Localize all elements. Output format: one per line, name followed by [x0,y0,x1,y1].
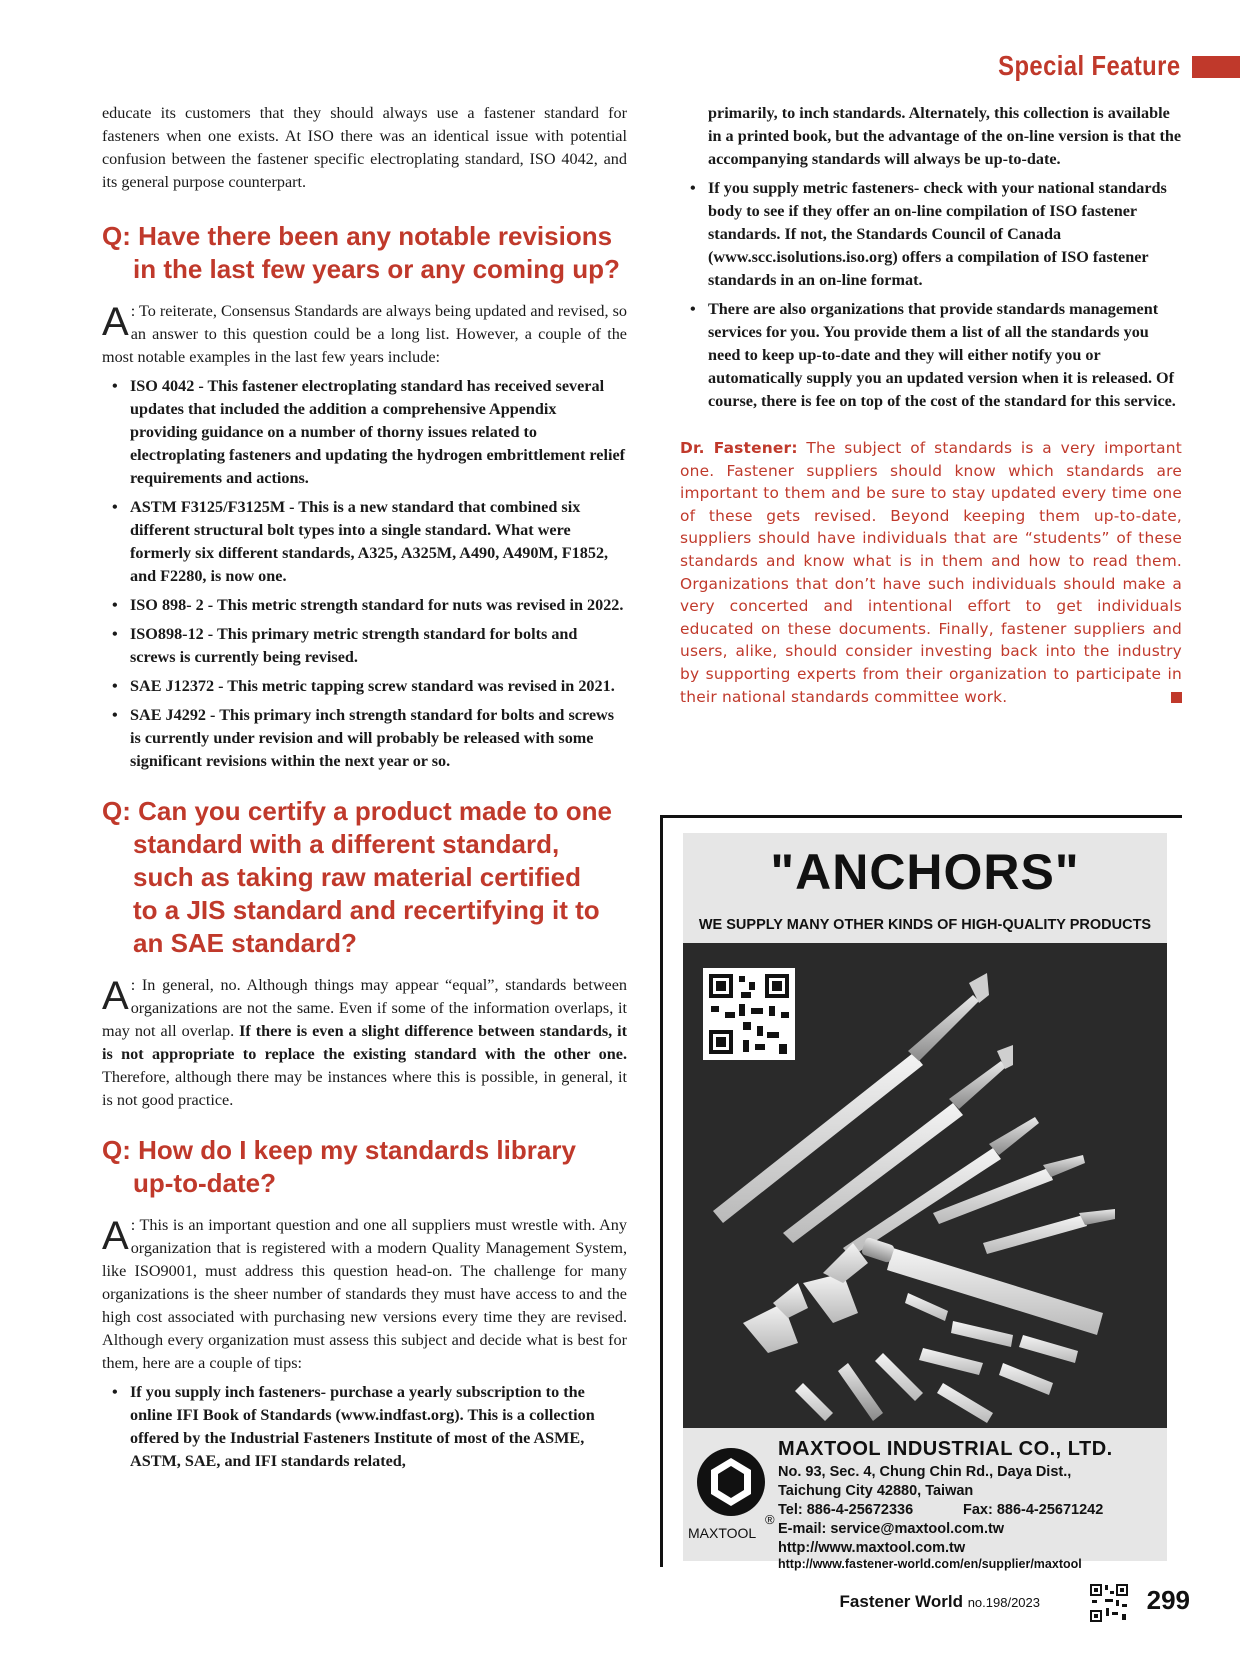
maxtool-logo-icon [695,1446,767,1518]
tips-list-continued [680,177,1182,413]
intro-paragraph: educate its customers that they should always use a fastener standard for fasteners when one exists. At ISO there was an identical issue with potential confusion between the fastener specific electroplating standard, ISO 4042, and its general purpose counterpart. [102,104,627,191]
answer-2-bold: If there is even a slight difference between standards, it is not appropriate to replace the existing standard with the other one. [102,1022,627,1063]
answer-2-text-end: Therefore, although there may be instances where this is possible, in general, it is not good practice. [102,1068,627,1109]
page-footer [790,1582,1190,1622]
question-1 [102,220,627,286]
anchors-photo [683,943,1167,1428]
answer-1-text: : To reiterate, Consensus Standards are always being updated and revised, so an answer to this question could be a long list. However, a couple of the most notable examples in the last few years include: [102,302,627,366]
section-title: Special Feature [997,50,1180,81]
list-item: • There are also organizations that provide standards management services for you. You provide them a list of all the standards you need to keep up-to-date and they will either notify you or automatically supply you an updated version when it is released. Of course, there is fee on top of the cost of the standard for this service. [680,298,1182,413]
magazine-title: Fastener World [839,1592,963,1611]
list-item: • ISO 898- 2 - This metric strength standard for nuts was revised in 2022. [102,594,627,617]
advertisement [660,815,1182,1571]
footer-qr-code-icon [1088,1582,1130,1624]
ad-panel [683,833,1167,1571]
supplier-page-link[interactable]: http://www.fastener-world.com/en/supplier/maxtool [778,1557,1082,1571]
website-link[interactable]: http://www.maxtool.com.tw [778,1540,966,1556]
drop-cap: A [102,974,129,1018]
qr-code-icon [703,968,795,1060]
list-item: • SAE J12372 - This metric tapping screw standard was revised in 2021. [102,675,627,698]
question-1-line: in the last few years or any coming up? [133,254,620,284]
end-mark-icon [1171,692,1182,703]
right-column [680,102,1182,708]
left-column [102,102,627,1479]
question-3-line: up-to-date? [133,1168,276,1198]
anchors-illustration [683,943,1167,1428]
magazine-name [840,1592,1040,1612]
answer-3-text: : This is an important question and one all suppliers must wrestle with. Any organization that is registered with a modern Quality Management System, like ISO9001, must address this question head-on. The challenge for many organizations is the sheer number of standards they must have access to and the high cost associated with purchasing new versions every time they are revised. Although every organization must assess this subject and decide what is best for them, here are a couple of tips: [102,1216,627,1372]
list-item: • If you supply inch fasteners- purchase a yearly subscription to the online IFI Book of Standards (www.indfast.org). This is a collection offered by the Industrial Fasteners Institute of most of the ASME, ASTM, SAE, and IFI standards related, [102,1381,627,1473]
section-bar [1192,56,1240,78]
question-1-line: Q: Have there been any notable revisions [102,221,613,251]
question-2-line: such as taking raw material certified [133,862,581,892]
question-2-line: an SAE standard? [133,928,357,958]
fax: Fax: 886-4-25671242 [963,1502,1104,1518]
registered-mark: ® [765,1512,775,1527]
ad-subtitle: WE SUPPLY MANY OTHER KINDS OF HIGH-QUALITY PRODUCTS [698,917,1152,933]
telephone: Tel: 886-4-25672336 [778,1502,914,1518]
logo-label: MAXTOOL [688,1525,757,1541]
address-line-1: No. 93, Sec. 4, Chung Chin Rd., Daya Dist., [778,1464,1072,1480]
list-item: • ISO898-12 - This primary metric strength standard for bolts and screws is currently being revised. [102,623,627,669]
list-item: • SAE J4292 - This primary inch strength standard for bolts and screws is currently under revision and will probably be released with some significant revisions within the next year or so. [102,704,627,773]
question-3 [102,1134,627,1200]
company-info [683,1428,1167,1571]
question-2-line: Q: Can you certify a product made to one [102,796,612,826]
tips-list [102,1381,627,1473]
dr-fastener-text: The subject of standards is a very important one. Fastener suppliers should know which standards are important to them and be sure to stay updated every time one of these gets revised. Beyond keeping them up-to-date, suppliers should have individuals that are “students” of these standards and know what is in them and how to read them. Organizations that don’t have such individuals should make a very concerted and intentional effort to get individuals educated on these documents. Finally, fastener suppliers and users, alike, should consider investing back into the industry by supporting experts from their organization to participate in their national standards committee work. [680,439,1182,706]
question-2 [102,795,627,960]
email[interactable]: E-mail: service@maxtool.com.tw [778,1521,1005,1537]
large-wall-plug [861,1237,1103,1335]
answer-1 [102,300,627,369]
nail-anchor-short [983,1209,1115,1254]
question-2-line: to a JIS standard and recertifying it to [133,895,600,925]
drop-cap: A [102,300,129,344]
nail-anchor-short [933,1155,1085,1224]
ad-title: "ANCHORS" [770,844,1080,900]
answer-3 [102,1214,627,1375]
company-name: MAXTOOL INDUSTRIAL CO., LTD. [778,1438,1113,1460]
address-line-2: Taichung City 42880, Taiwan [778,1483,974,1499]
list-item: • ASTM F3125/F3125M - This is a new standard that combined six different structural bolt types into a single standard. What were formerly six different standards, A325, A325M, A490, A490M, F1852, and F2280, is now one. [102,496,627,588]
page-number: 299 [1146,1585,1190,1615]
dr-fastener-label: Dr. Fastener: [680,439,798,457]
list-item-continued: primarily, to inch standards. Alternately, this collection is available in a printed book, but the advantage of the on-line version is that the accompanying standards will always be up-to-date. [708,104,1182,168]
drop-cap: A [102,1214,129,1258]
answer-2 [102,974,627,1112]
dr-fastener-note [680,437,1182,708]
question-2-line: standard with a different standard, [133,829,560,859]
answer-2-text: : In general, no. Although things may appear “equal”, standards between organizations are not the same. Even if some of the information overlaps, it may not all overlap. [102,976,627,1040]
butterfly-anchor [743,1243,868,1353]
question-3-line: Q: How do I keep my standards library [102,1135,576,1165]
metal-sleeve [838,1363,883,1421]
revision-list [102,375,627,773]
list-item: • If you supply metric fasteners- check with your national standards body to see if they offer an on-line compilation of ISO fastener standards. If not, the Standards Council of Canada (www.scc.isolutions.iso.org) offers a compilation of ISO fastener standards in an on-line format. [680,177,1182,292]
list-item: • ISO 4042 - This fastener electroplating standard has received several updates that included the addition a comprehensive Appendix providing guidance on a number of thorny issues related to electroplating fasteners and updating the hydrogen embrittlement relief requirements and actions. [102,375,627,490]
issue-number: no.198/2023 [967,1595,1040,1610]
